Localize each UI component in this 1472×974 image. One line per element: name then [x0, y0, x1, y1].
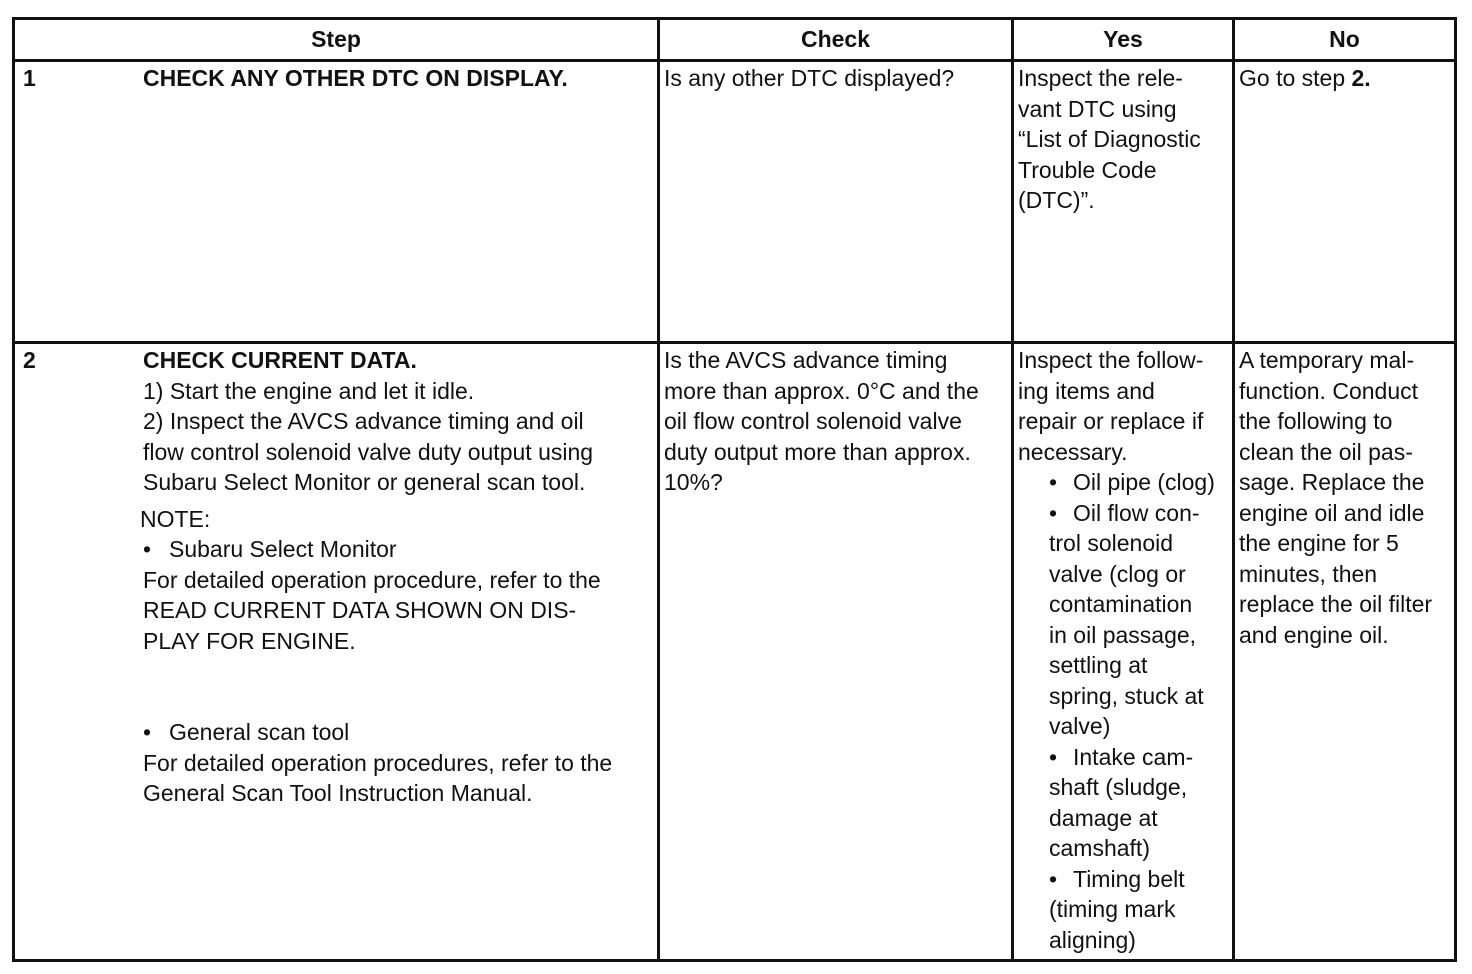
list-item-text: settling at: [1049, 652, 1148, 678]
step-line: Subaru Select Monitor or general scan tool.: [143, 469, 586, 495]
bullet-item: [143, 534, 645, 565]
step-title: CHECK CURRENT DATA.: [143, 347, 417, 373]
list-item-text: trol solenoid: [1049, 530, 1174, 556]
note-label: NOTE:: [140, 505, 211, 532]
step-line: flow control solenoid valve duty output using: [143, 438, 594, 465]
yes-line: Inspect the follow-: [1018, 347, 1204, 373]
step-line: 2) Inspect the AVCS advance timing and oil: [143, 408, 584, 434]
step-cell-1: [14, 61, 659, 343]
step-number: 1: [23, 65, 36, 91]
check-line: 10%?: [664, 469, 723, 495]
list-item-text: (timing mark: [1049, 896, 1176, 922]
bullet-icon: •: [143, 719, 152, 745]
diagnostic-table: [12, 17, 1457, 962]
no-line: minutes, then: [1239, 560, 1378, 587]
yes-line: repair or replace if: [1018, 408, 1204, 434]
bullet-icon: •: [1049, 469, 1058, 495]
list-item-text: damage at: [1049, 804, 1158, 831]
yes-line: Trouble Code: [1018, 156, 1157, 183]
step-number: 2: [23, 347, 36, 373]
check-line: more than approx. 0°C and the: [664, 377, 979, 404]
table-row-2: [14, 343, 1456, 961]
step-line: For detailed operation procedures, refer to the: [143, 749, 613, 776]
check-line: duty output more than approx.: [664, 438, 971, 465]
step-line: For detailed operation procedure, refer to the: [143, 566, 601, 593]
bullet-icon: •: [143, 536, 152, 562]
spacer: [143, 656, 645, 717]
yes-line: “List of Diagnostic: [1018, 126, 1201, 152]
list-item-text: Intake cam-: [1073, 743, 1194, 770]
no-text: Go to step: [1239, 65, 1352, 91]
list-item-text: spring, stuck at: [1049, 682, 1204, 709]
bullet-icon: •: [1049, 499, 1058, 526]
list-item-text: shaft (sludge,: [1049, 774, 1188, 800]
list-item: [1049, 864, 1228, 895]
yes-cell-2: [1013, 343, 1234, 961]
no-line: A temporary mal-: [1239, 347, 1415, 373]
list-item-text: in oil passage,: [1049, 621, 1197, 648]
list-item: [1049, 467, 1228, 498]
list-item-text: valve (clog or: [1049, 560, 1186, 587]
inspection-list: [1018, 467, 1228, 955]
no-cell-1: [1234, 61, 1456, 343]
no-line: and engine oil.: [1239, 621, 1389, 648]
bullet-icon: •: [1049, 743, 1058, 770]
list-item-text: Timing belt: [1073, 865, 1185, 892]
list-item: [1049, 498, 1228, 529]
header-check: Check: [659, 19, 1013, 61]
step-title: CHECK ANY OTHER DTC ON DISPLAY.: [143, 65, 568, 91]
check-cell-1: [659, 61, 1013, 343]
check-cell-2: [659, 343, 1013, 961]
no-cell-2: [1234, 343, 1456, 961]
header-row: [14, 19, 1456, 61]
no-line: clean the oil pas-: [1239, 438, 1413, 465]
step-line: 1) Start the engine and let it idle.: [143, 377, 475, 404]
list-item-text: Oil flow con-: [1073, 499, 1200, 526]
yes-cell-1: [1013, 61, 1234, 343]
table-row-1: [14, 61, 1456, 343]
no-step-ref: 2.: [1351, 65, 1371, 91]
no-line: the engine for 5: [1239, 530, 1399, 556]
check-text: Is any other DTC displayed?: [664, 65, 955, 91]
yes-line: Inspect the rele-: [1018, 65, 1183, 91]
step-line: General Scan Tool Instruction Manual.: [143, 780, 533, 806]
bullet-item: [143, 717, 645, 748]
list-item-text: aligning): [1049, 926, 1136, 953]
yes-line: vant DTC using: [1018, 95, 1177, 122]
header-no: No: [1234, 19, 1456, 61]
bullet-icon: •: [1049, 865, 1058, 892]
list-item-text: contamination: [1049, 591, 1193, 617]
no-line: the following to: [1239, 408, 1393, 434]
yes-line: (DTC)”.: [1018, 187, 1095, 213]
no-line: replace the oil filter: [1239, 591, 1433, 617]
list-item-text: Oil pipe (clog): [1073, 469, 1215, 495]
yes-line: necessary.: [1018, 438, 1128, 465]
header-yes: Yes: [1013, 19, 1234, 61]
yes-line: ing items and: [1018, 377, 1155, 404]
step-cell-2: [14, 343, 659, 961]
step-line: PLAY FOR ENGINE.: [143, 627, 356, 654]
bullet-label: Subaru Select Monitor: [169, 536, 397, 562]
list-item-text: valve): [1049, 713, 1111, 739]
list-item-text: camshaft): [1049, 835, 1150, 861]
check-line: Is the AVCS advance timing: [664, 347, 948, 373]
step-line: READ CURRENT DATA SHOWN ON DIS-: [143, 597, 577, 623]
check-line: oil flow control solenoid valve: [664, 408, 962, 434]
no-line: engine oil and idle: [1239, 499, 1425, 526]
no-line: sage. Replace the: [1239, 469, 1425, 495]
header-step: Step: [14, 19, 659, 61]
no-line: function. Conduct: [1239, 377, 1419, 404]
bullet-label: General scan tool: [169, 719, 350, 745]
list-item: [1049, 742, 1228, 773]
